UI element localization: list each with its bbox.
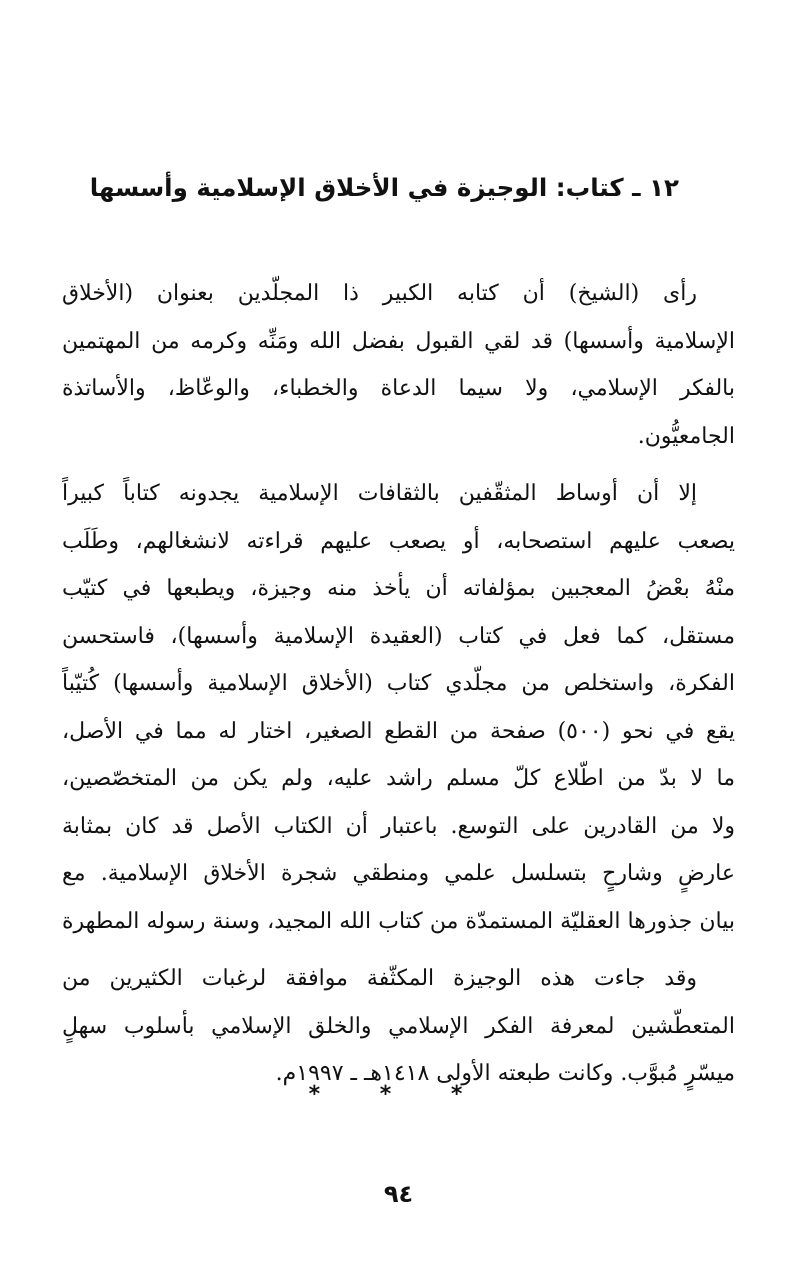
text-line: ما لا بدّ من اطّلاع كلّ مسلم راشد عليه، ولم يكن من المتخصّصين، (62, 766, 735, 791)
text-line: ميسّرٍ مُبوَّب. وكانت طبعته الأولى ١٤١٨هـ ـ ١٩٩٧م. (275, 1061, 735, 1086)
text-line: مستقل، كما فعل في كتاب (العقيدة الإسلامية وأسسها)، فاستحسن (62, 623, 735, 649)
text-line: الفكرة، واستخلص من مجلّدي كتاب (الأخلاق الإسلامية وأسسها) كُتيّباً (62, 671, 735, 696)
text-line: منْهُ بعْضُ المعجبين بمؤلفاته أن يأخذ منه وجيزة، ويطبعها في كتيّب (62, 576, 735, 601)
section-separator: * * * (308, 1082, 489, 1107)
text-line: بيان جذورها العقليّة المستمدّة من كتاب الله المجيد، وسنة رسوله المطهرة (62, 908, 735, 934)
page-number: ٩٤ (383, 1180, 414, 1208)
text-line: إلا أن أوساط المثقّفين بالثقافات الإسلامية يجدونه كتاباً كبيراً (62, 481, 697, 506)
text-line: المتعطّشين لمعرفة الفكر الإسلامي والخلق الإسلامي بأسلوب سهلٍ (62, 1013, 735, 1039)
text-line: الإسلامية وأسسها) قد لقي القبول بفضل الله ومَنِّه وكرمه من المهتمين (62, 328, 735, 354)
section-heading: ١٢ ـ كتاب: الوجيزة في الأخلاق الإسلامية وأسسها (89, 173, 679, 202)
text-line: وقد جاءت هذه الوجيزة المكثّفة موافقة لرغبات الكثيرين من (62, 966, 697, 991)
text-line: ولا من القادرين على التوسع. باعتبار أن الكتاب الأصل قد كان بمثابة (62, 813, 735, 839)
body-text (62, 270, 735, 1098)
paragraph-3 (62, 955, 735, 1098)
text-line: بالفكر الإسلامي، ولا سيما الدعاة والخطباء، والوعّاظ، والأساتذة (62, 376, 735, 401)
text-line: يصعب عليهم استصحابه، أو يصعب عليهم قراءته لانشغالهم، وطَلَب (62, 528, 735, 554)
text-line: رأى (الشيخ) أن كتابه الكبير ذا المجلّدين بعنوان (الأخلاق (62, 281, 697, 306)
text-line: الجامعيُّون. (637, 423, 735, 449)
text-line: يقع في نحو (٥٠٠) صفحة من القطع الصغير، اختار له مما في الأصل، (62, 718, 735, 744)
paragraph-1 (62, 270, 735, 460)
text-line: عارضٍ وشارحٍ بتسلسل علمي ومنطقي شجرة الأخلاق الإسلامية. مع (62, 861, 735, 886)
paragraph-2 (62, 470, 735, 945)
